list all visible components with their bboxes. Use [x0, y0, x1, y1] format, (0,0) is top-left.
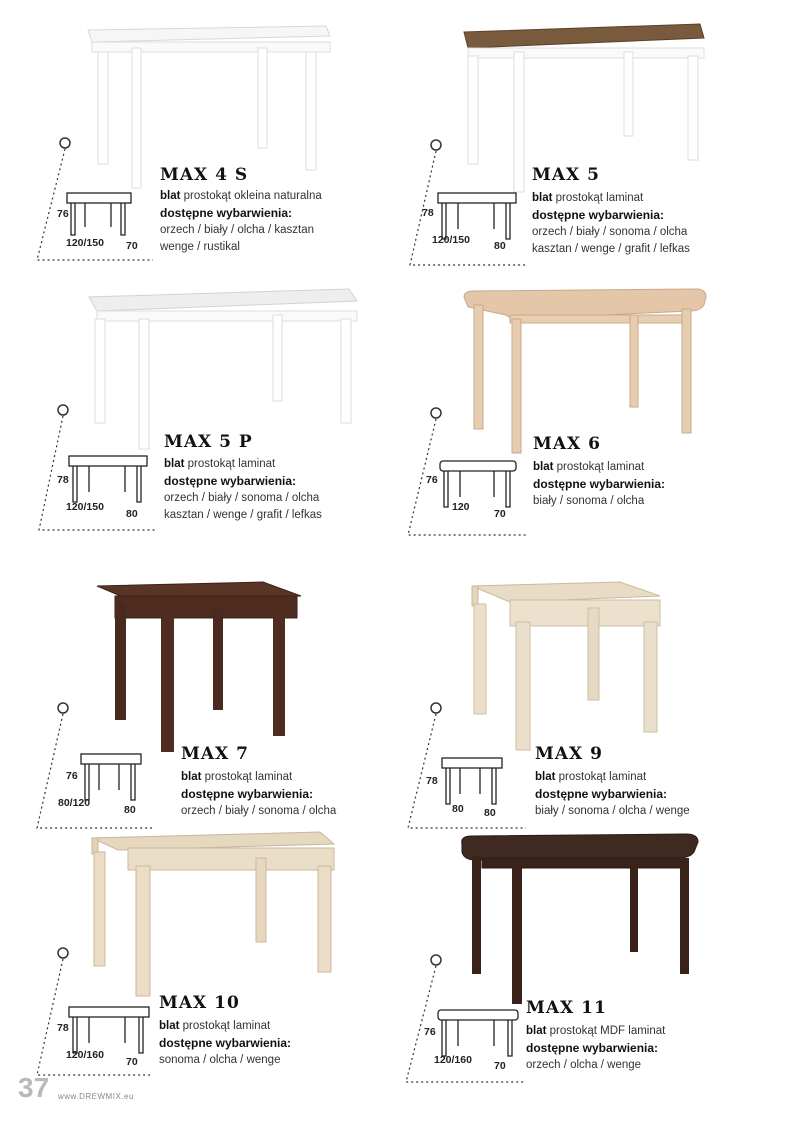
width-label: 70	[494, 1060, 506, 1072]
width-label: 80	[494, 240, 506, 252]
dimension-diagram	[37, 402, 159, 534]
length-label: 80/120	[58, 797, 91, 809]
website-link[interactable]: www.DREWMIX.eu	[58, 1092, 134, 1101]
width-label: 80	[124, 804, 136, 816]
product-title: MAX 5 P	[164, 432, 253, 452]
product-description: blat prostokąt laminat dostępne wybarwienia: orzech / biały / sonoma / olcha kasztan / wenge / grafit / lefkas	[532, 192, 690, 255]
width-label: 80	[484, 807, 496, 819]
product-description: blat prostokąt laminat dostępne wybarwienia: biały / sonoma / olcha / wenge	[535, 771, 690, 817]
length-label: 120/150	[66, 501, 104, 513]
height-label: 78	[57, 1022, 69, 1034]
length-label: 120/160	[66, 1049, 104, 1061]
product-description: blat prostokąt okleina naturalna dostępne wybarwienia: orzech / biały / olcha / kasztan wenge / rustikal	[160, 190, 322, 253]
product-description: blat prostokąt laminat dostępne wybarwienia: sonoma / olcha / wenge	[159, 1020, 292, 1066]
product-title: MAX 11	[526, 998, 607, 1018]
product-title: MAX 6	[533, 434, 601, 454]
product-title: MAX 9	[535, 744, 603, 764]
product-description: blat prostokąt laminat dostępne wybarwienia: orzech / biały / sonoma / olcha kasztan / wenge / grafit / lefkas	[164, 458, 322, 521]
length-label: 120/150	[66, 237, 104, 249]
height-label: 76	[426, 474, 438, 486]
width-label: 70	[126, 240, 138, 252]
product-title: MAX 7	[181, 744, 249, 764]
width-label: 70	[494, 508, 506, 520]
product-title: MAX 5	[532, 165, 600, 185]
length-label: 120	[452, 501, 470, 513]
product-description: blat prostokąt laminat dostępne wybarwienia: orzech / biały / sonoma / olcha	[181, 771, 337, 817]
height-label: 78	[422, 207, 434, 219]
product-title: MAX 4 S	[160, 165, 249, 185]
dimension-diagram	[406, 405, 530, 537]
height-label: 76	[66, 770, 78, 782]
product-description: blat prostokąt MDF laminat dostępne wybarwienia: orzech / olcha / wenge	[526, 1025, 666, 1071]
width-label: 80	[126, 508, 138, 520]
dimension-diagram	[406, 700, 530, 832]
dimension-diagram	[35, 700, 155, 832]
height-label: 76	[57, 208, 69, 220]
product-description: blat prostokąt laminat dostępne wybarwienia: biały / sonoma / olcha	[533, 461, 666, 507]
page-number: 37	[18, 1072, 50, 1103]
height-label: 78	[426, 775, 438, 787]
height-label: 76	[424, 1026, 436, 1038]
length-label: 120/150	[432, 234, 470, 246]
dimension-diagram	[408, 137, 530, 267]
length-label: 80	[452, 803, 464, 815]
width-label: 70	[126, 1056, 138, 1068]
length-label: 120/160	[434, 1054, 472, 1066]
height-label: 78	[57, 474, 69, 486]
product-title: MAX 10	[159, 993, 240, 1013]
